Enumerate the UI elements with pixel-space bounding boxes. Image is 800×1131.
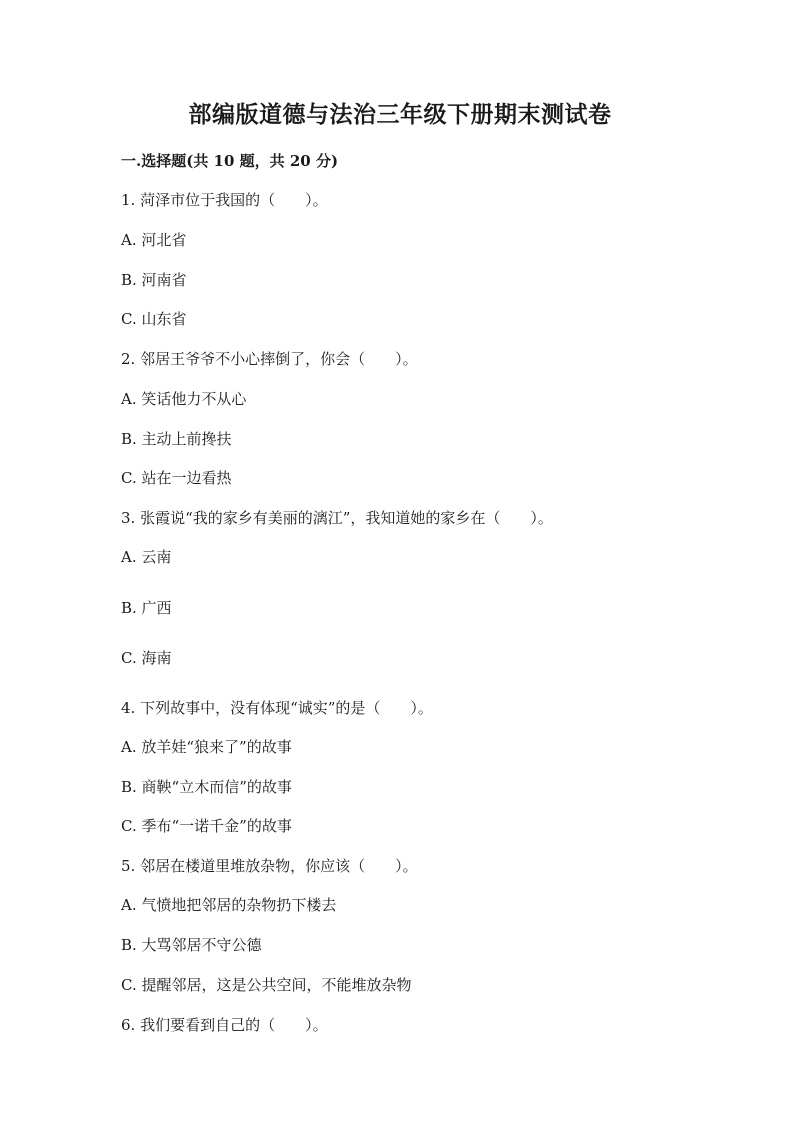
question-stem: 1. 菏泽市位于我国的（ ）。	[121, 191, 328, 209]
option-item: C. 海南	[121, 649, 172, 667]
option-item: A. 放羊娃“狼来了”的故事	[121, 738, 292, 756]
option-item: B. 河南省	[121, 271, 187, 289]
question-stem: 6. 我们要看到自己的（ ）。	[121, 1016, 328, 1034]
section-heading: 一.选择题(共 10 题，共 20 分)	[121, 152, 339, 170]
option-item: C. 季布“一诺千金”的故事	[121, 817, 292, 835]
option-item: A. 河北省	[121, 231, 187, 249]
question-stem: 3. 张霞说“我的家乡有美丽的漓江”，我知道她的家乡在（ ）。	[121, 509, 553, 527]
question-stem: 4. 下列故事中，没有体现“诚实”的是（ ）。	[121, 699, 433, 717]
question-stem: 2. 邻居王爷爷不小心摔倒了，你会（ ）。	[121, 350, 418, 368]
page-title: 部编版道德与法治三年级下册期末测试卷	[188, 101, 612, 128]
option-item: C. 山东省	[121, 310, 187, 328]
option-item: A. 云南	[121, 548, 172, 566]
option-item: A. 气愤地把邻居的杂物扔下楼去	[121, 896, 337, 914]
option-item: A. 笑话他力不从心	[121, 390, 247, 408]
question-stem: 5. 邻居在楼道里堆放杂物，你应该（ ）。	[121, 857, 418, 875]
option-item: C. 提醒邻居，这是公共空间，不能堆放杂物	[121, 976, 412, 994]
option-item: B. 广西	[121, 599, 172, 617]
option-item: B. 大骂邻居不守公德	[121, 936, 262, 954]
option-item: B. 主动上前搀扶	[121, 430, 232, 448]
option-item: C. 站在一边看热	[121, 469, 232, 487]
option-item: B. 商鞅“立木而信”的故事	[121, 778, 292, 796]
